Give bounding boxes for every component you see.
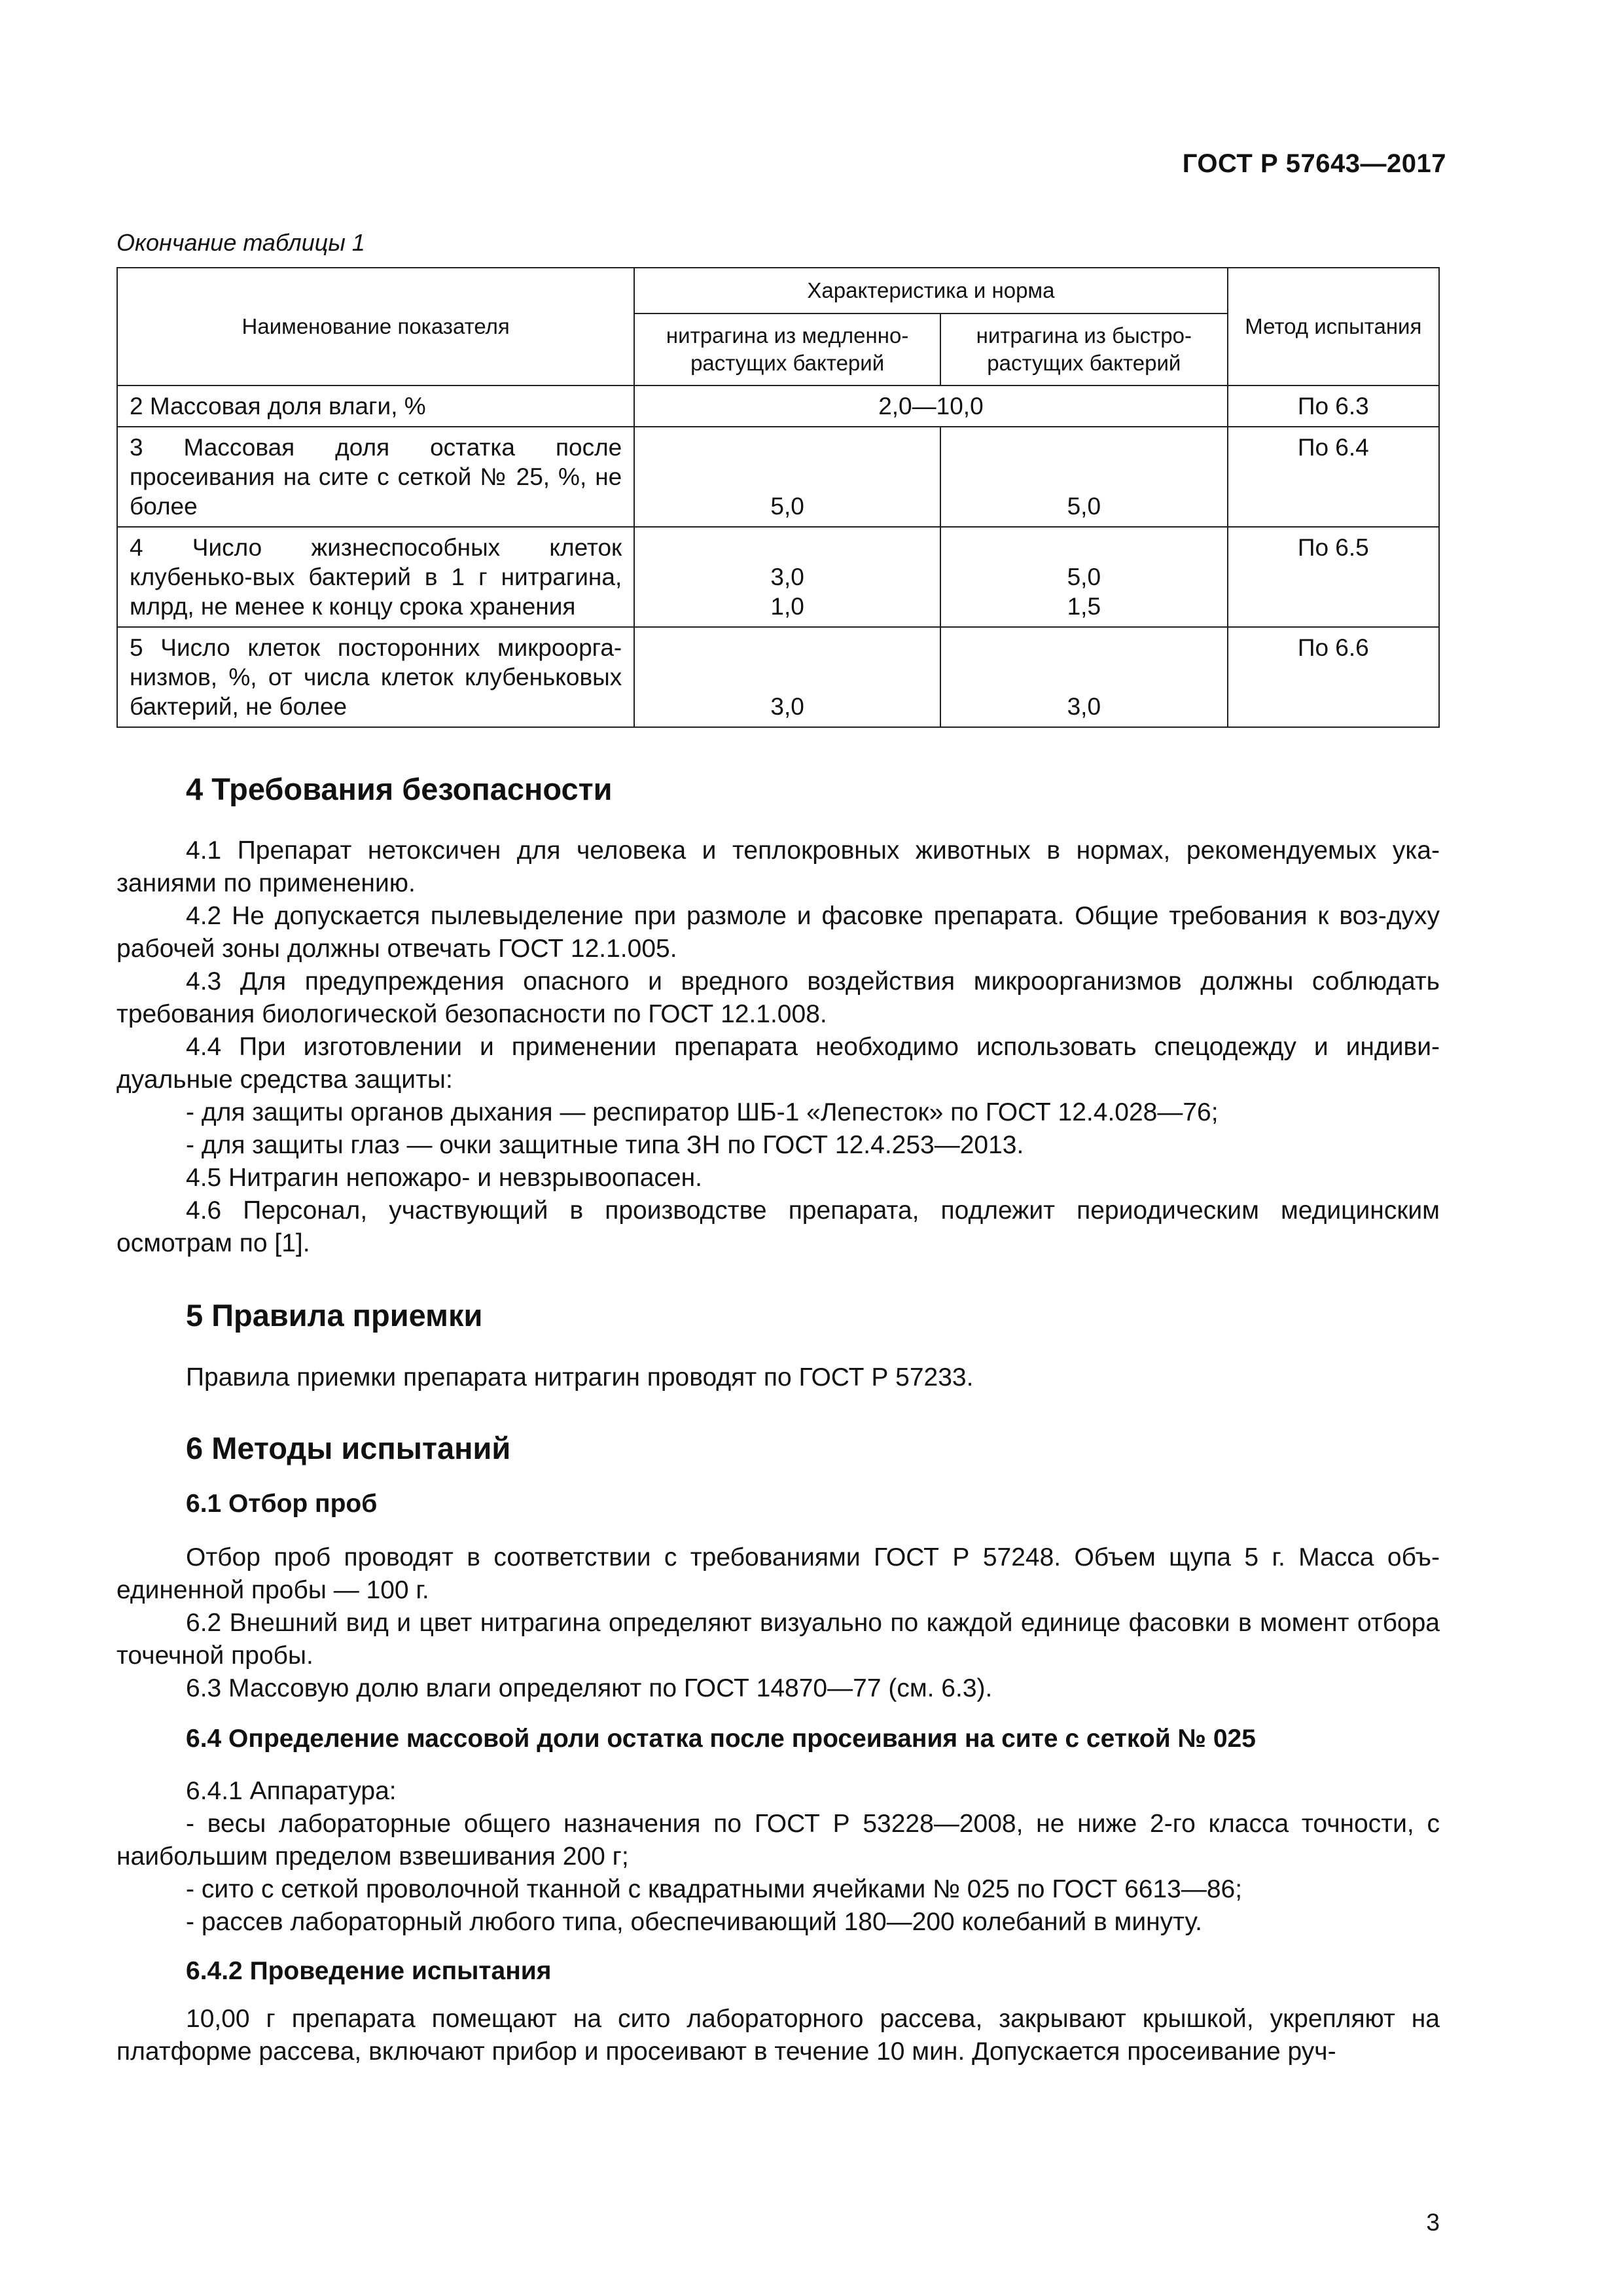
subsection-6-4-2-heading: 6.4.2 Проведение испытания [186,1957,552,1985]
list-item-shaker: - рассев лабораторный любого типа, обеспечивающий 180—200 колебаний в минуту. [186,1908,1202,1936]
list-item-eye: - для защиты глаз — очки защитные типа ЗН по ГОСТ 12.4.253—2013. [186,1131,1024,1159]
table-continuation-caption: Окончание таблицы 1 [116,229,365,256]
row-method: По 6.5 [1228,527,1439,627]
value-fast-end: 1,5 [1067,593,1101,620]
table-header-row [117,268,1439,314]
paragraph-4-1: 4.1 Препарат нетоксичен для человека и теплокровных животных в нормах, рекомендуемых ука-заниями по применению. [116,836,1440,897]
section-4-heading: 4 Требования безопасности [186,772,613,806]
subsection-6-4-heading: 6.4 Определение массовой доли остатка после просеивания на сите с сеткой № 025 [186,1725,1256,1753]
list-item-scales: - весы лабораторные общего назначения по ГОСТ Р 53228—2008, не ниже 2-го класса точности, с наибольшим пределом взвешивания 200 г; [116,1810,1440,1871]
row-value-fast: 3,0 [940,627,1228,727]
row-value-fast: 5,0 [940,427,1228,527]
value-slow-initial: 3,0 [770,564,804,590]
row-value-merged: 2,0—10,0 [634,386,1227,427]
row-indicator: 2 Массовая доля влаги, % [117,386,634,427]
subsection-6-1-heading: 6.1 Отбор проб [186,1490,378,1518]
value-slow-end: 1,0 [770,593,804,620]
value-fast-initial: 5,0 [1067,564,1101,590]
list-item-sieve: - сито с сеткой проволочной тканной с квадратными ячейками № 025 по ГОСТ 6613—86; [186,1875,1243,1903]
row-value-fast [940,527,1228,627]
table-row [117,386,1439,427]
paragraph-6-4-1: 6.4.1 Аппаратура: [186,1777,397,1805]
header-method: Метод испытания [1228,268,1439,386]
row-indicator: 4 Число жизнеспособных клеток клубенько-вых бактерий в 1 г нитрагина, млрд, не менее к концу срока хранения [117,527,634,627]
paragraph-6-1: Отбор проб проводят в соответствии с требованиями ГОСТ Р 57248. Объем щупа 5 г. Масса объ-единенной пробы — 100 г. [116,1543,1440,1604]
row-method: По 6.4 [1228,427,1439,527]
document-code: ГОСТ Р 57643—2017 [1182,149,1446,178]
row-method: По 6.6 [1228,627,1439,727]
row-value-slow: 3,0 [634,627,940,727]
row-value-slow: 5,0 [634,427,940,527]
row-indicator: 5 Число клеток посторонних микроорга-низмов, %, от числа клеток клубеньковых бактерий, не более [117,627,634,727]
table-row [117,627,1439,727]
header-characteristic: Характеристика и норма [634,268,1227,314]
table-row [117,527,1439,627]
paragraph-4-3: 4.3 Для предупреждения опасного и вредного воздействия микроорганизмов должны соблюдать требования биологической безопасности по ГОСТ 12.1.008. [116,967,1440,1028]
header-slow-bacteria: нитрагина из медленно-растущих бактерий [634,314,940,386]
specification-table [116,267,1440,728]
page-number: 3 [1426,2209,1440,2236]
row-value-slow [634,527,940,627]
list-item-respiratory: - для защиты органов дыхания — респиратор ШБ-1 «Лепесток» по ГОСТ 12.4.028—76; [186,1098,1219,1126]
paragraph-6-4-2: 10,00 г препарата помещают на сито лабораторного рассева, закрывают крышкой, укрепляют на платформе рассева, включают прибор и просеивают в течение 10 мин. Допускается просеивание руч- [116,2005,1440,2066]
paragraph-6-3: 6.3 Массовую долю влаги определяют по ГОСТ 14870—77 (см. 6.3). [186,1674,993,1702]
row-method: По 6.3 [1228,386,1439,427]
paragraph-4-4: 4.4 При изготовлении и применении препарата необходимо использовать спецодежду и индиви-дуальные средства защиты: [116,1033,1440,1094]
section-5-heading: 5 Правила приемки [186,1298,483,1333]
header-indicator: Наименование показателя [117,268,634,386]
section-6-heading: 6 Методы испытаний [186,1431,511,1465]
paragraph-4-2: 4.2 Не допускается пылевыделение при размоле и фасовке препарата. Общие требования к воз-духу рабочей зоны должны отвечать ГОСТ 12.1.005. [116,902,1440,963]
paragraph-5: Правила приемки препарата нитрагин проводят по ГОСТ Р 57233. [186,1363,974,1391]
table-row [117,427,1439,527]
paragraph-4-5: 4.5 Нитрагин непожаро- и невзрывоопасен. [186,1164,702,1192]
paragraph-4-6: 4.6 Персонал, участвующий в производстве препарата, подлежит периодическим медицинским осмотрам по [1]. [116,1196,1440,1257]
paragraph-6-2: 6.2 Внешний вид и цвет нитрагина определяют визуально по каждой единице фасовки в момент отбора точечной пробы. [116,1609,1440,1670]
header-fast-bacteria: нитрагина из быстро-растущих бактерий [940,314,1228,386]
row-indicator: 3 Массовая доля остатка после просеивания на сите с сеткой № 25, %, не более [117,427,634,527]
